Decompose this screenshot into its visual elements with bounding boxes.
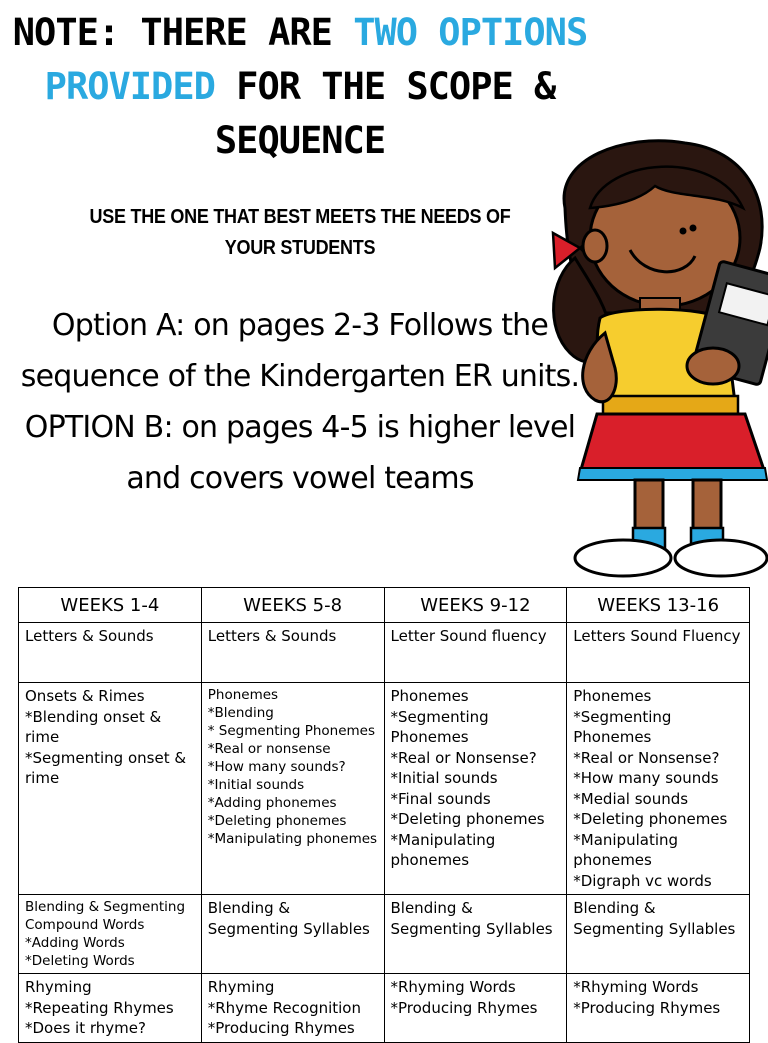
table-cell: *Rhyming Words *Producing Rhymes <box>384 974 567 1043</box>
options-text <box>20 300 580 504</box>
col-header-weeks-13-16: WEEKS 13-16 <box>567 588 750 623</box>
note-text-highlight: TWO OPTIONS PROVIDED <box>44 11 588 108</box>
table-cell: Phonemes *Segmenting Phonemes *Real or Nonsense? *Initial sounds *Final sounds *Deleting phonemes *Manipulating phonemes <box>384 683 567 895</box>
table-cell: Phonemes *Segmenting Phonemes *Real or Nonsense? *How many sounds *Medial sounds *Deleting phonemes *Manipulating phonemes *Digraph vc words <box>567 683 750 895</box>
scope-sequence-table <box>18 587 750 1043</box>
col-header-weeks-5-8: WEEKS 5-8 <box>201 588 384 623</box>
col-header-weeks-1-4: WEEKS 1-4 <box>19 588 202 623</box>
note-text-2: FOR THE SCOPE & SEQUENCE <box>214 65 556 162</box>
table-cell: Letters Sound Fluency <box>567 623 750 683</box>
table-cell: Blending & Segmenting Compound Words *Adding Words *Deleting Words <box>19 895 202 974</box>
option-b: OPTION B: on pages 4-5 is higher level and covers vowel teams <box>24 410 576 496</box>
table-cell: *Rhyming Words *Producing Rhymes <box>567 974 750 1043</box>
table-cell: Letters & Sounds <box>201 623 384 683</box>
table-cell: Blending & Segmenting Syllables <box>384 895 567 974</box>
table-row <box>19 895 750 974</box>
table-cell: Blending & Segmenting Syllables <box>201 895 384 974</box>
option-a: Option A: on pages 2-3 Follows the sequence of the Kindergarten ER units. <box>20 308 580 394</box>
table-cell: Rhyming *Rhyme Recognition *Producing Rhymes <box>201 974 384 1043</box>
note-heading <box>0 6 600 168</box>
table-header-row <box>19 588 750 623</box>
table-cell: Onsets & Rimes *Blending onset & rime *Segmenting onset & rime <box>19 683 202 895</box>
subheading: USE THE ONE THAT BEST MEETS THE NEEDS OF YOUR STUDENTS <box>89 206 511 259</box>
table-row <box>19 623 750 683</box>
table-row <box>19 683 750 895</box>
table-cell: Letters & Sounds <box>19 623 202 683</box>
table-cell: Rhyming *Repeating Rhymes *Does it rhyme? <box>19 974 202 1043</box>
table-cell: Blending & Segmenting Syllables <box>567 895 750 974</box>
table-cell: Letter Sound fluency <box>384 623 567 683</box>
girl-clipart-illustration <box>545 138 768 578</box>
col-header-weeks-9-12: WEEKS 9-12 <box>384 588 567 623</box>
note-text-1: NOTE: THERE ARE <box>12 11 354 54</box>
table-cell: Phonemes *Blending * Segmenting Phonemes *Real or nonsense *How many sounds? *Initial sounds *Adding phonemes *Deleting phonemes *Manipulating phonemes <box>201 683 384 895</box>
table-row <box>19 974 750 1043</box>
